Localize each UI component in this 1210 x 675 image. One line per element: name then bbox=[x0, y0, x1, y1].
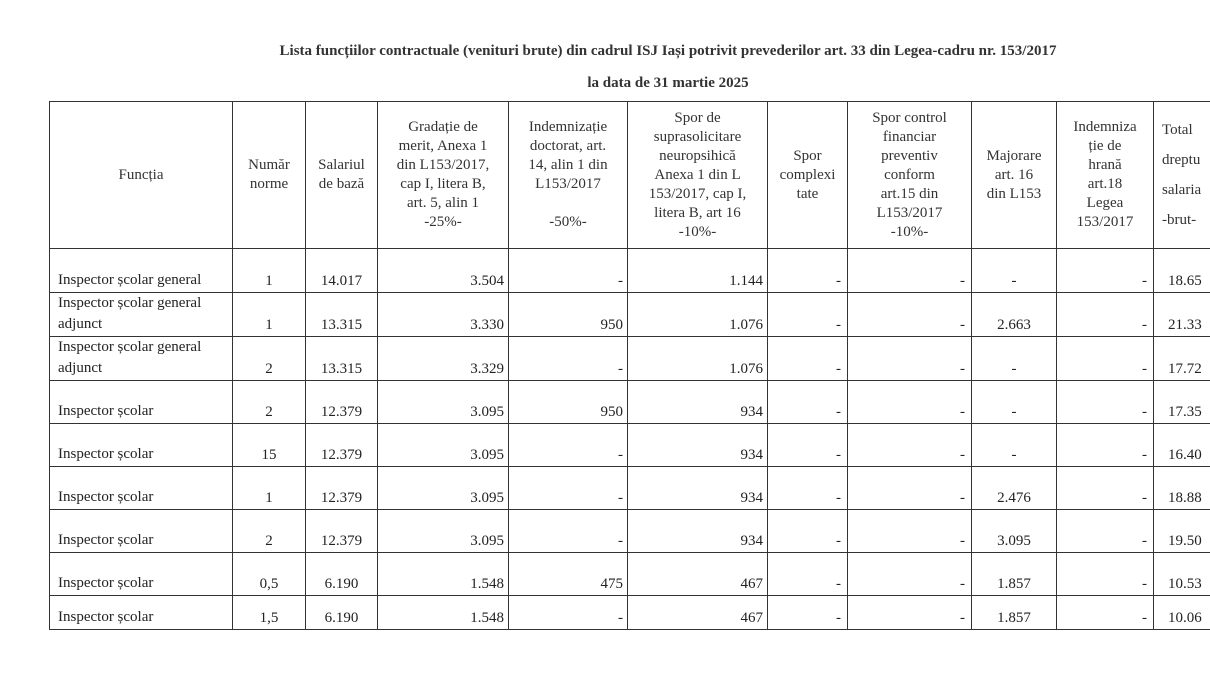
table-header-row bbox=[50, 102, 1210, 249]
cell-salariul-de-baza: 12.379 bbox=[306, 381, 378, 424]
cell-spor-control: - bbox=[848, 381, 972, 424]
cell-spor-suprasolicitare: 1.144 bbox=[628, 249, 768, 293]
cell-total: 16.40 bbox=[1154, 424, 1210, 467]
header-spor-control-financiar: Spor control financiar preventiv conform art.15 din L153/2017 -10%- bbox=[848, 102, 972, 249]
cell-salariul-de-baza: 14.017 bbox=[306, 249, 378, 293]
cell-doctorat: - bbox=[509, 424, 628, 467]
cell-spor-suprasolicitare: 934 bbox=[628, 381, 768, 424]
cell-salariul-de-baza: 12.379 bbox=[306, 510, 378, 553]
cell-gradatie: 3.095 bbox=[378, 424, 509, 467]
header-majorare: Majorare art. 16 din L153 bbox=[972, 102, 1057, 249]
cell-spor-suprasolicitare: 1.076 bbox=[628, 293, 768, 337]
cell-spor-suprasolicitare: 934 bbox=[628, 510, 768, 553]
cell-functia: Inspector școlar bbox=[50, 424, 233, 467]
cell-numar-norme: 15 bbox=[233, 424, 306, 467]
cell-numar-norme: 2 bbox=[233, 510, 306, 553]
cell-majorare: - bbox=[972, 337, 1057, 381]
cell-doctorat: - bbox=[509, 510, 628, 553]
cell-functia: Inspector școlar bbox=[50, 467, 233, 510]
cell-majorare: - bbox=[972, 424, 1057, 467]
header-indemnizatie-hrana: Indemniza ție de hrană art.18 Legea 153/2017 bbox=[1057, 102, 1154, 249]
cell-numar-norme: 1 bbox=[233, 467, 306, 510]
cell-total: 17.72 bbox=[1154, 337, 1210, 381]
table-row bbox=[50, 293, 1210, 337]
cell-gradatie: 1.548 bbox=[378, 596, 509, 630]
cell-functia: Inspector școlar bbox=[50, 596, 233, 630]
cell-gradatie: 1.548 bbox=[378, 553, 509, 596]
cell-doctorat: - bbox=[509, 337, 628, 381]
cell-spor-complexitate: - bbox=[768, 553, 848, 596]
cell-gradatie: 3.504 bbox=[378, 249, 509, 293]
cell-spor-control: - bbox=[848, 337, 972, 381]
cell-total: 17.35 bbox=[1154, 381, 1210, 424]
cell-spor-complexitate: - bbox=[768, 424, 848, 467]
table-row bbox=[50, 467, 1210, 510]
cell-total: 18.65 bbox=[1154, 249, 1210, 293]
table-row bbox=[50, 424, 1210, 467]
cell-hrana: - bbox=[1057, 553, 1154, 596]
cell-spor-complexitate: - bbox=[768, 249, 848, 293]
cell-spor-complexitate: - bbox=[768, 337, 848, 381]
cell-majorare: 1.857 bbox=[972, 596, 1057, 630]
cell-salariul-de-baza: 13.315 bbox=[306, 293, 378, 337]
cell-spor-control: - bbox=[848, 596, 972, 630]
cell-majorare: 1.857 bbox=[972, 553, 1057, 596]
cell-spor-complexitate: - bbox=[768, 293, 848, 337]
table-row bbox=[50, 381, 1210, 424]
cell-spor-suprasolicitare: 934 bbox=[628, 467, 768, 510]
cell-spor-suprasolicitare: 1.076 bbox=[628, 337, 768, 381]
cell-salariul-de-baza: 12.379 bbox=[306, 424, 378, 467]
cell-spor-control: - bbox=[848, 467, 972, 510]
cell-doctorat: - bbox=[509, 467, 628, 510]
document-title: Lista funcțiilor contractuale (venituri brute) din cadrul ISJ Iași potrivit prevederilor art. 33 din Legea-cadru nr. 153/2017 bbox=[279, 43, 1057, 59]
cell-numar-norme: 2 bbox=[233, 337, 306, 381]
header-functia: Funcția bbox=[50, 102, 233, 249]
table-row bbox=[50, 249, 1210, 293]
cell-majorare: 2.476 bbox=[972, 467, 1057, 510]
header-spor-suprasolicitare: Spor de suprasolicitare neuropsihică Anexa 1 din L 153/2017, cap I, litera B, art 16 -10%- bbox=[628, 102, 768, 249]
header-total-drepturi: Total dreptu salaria -brut- bbox=[1154, 102, 1210, 249]
cell-hrana: - bbox=[1057, 424, 1154, 467]
cell-functia: Inspector școlar general adjunct bbox=[50, 337, 233, 381]
cell-spor-control: - bbox=[848, 553, 972, 596]
cell-hrana: - bbox=[1057, 596, 1154, 630]
cell-hrana: - bbox=[1057, 249, 1154, 293]
cell-numar-norme: 0,5 bbox=[233, 553, 306, 596]
cell-hrana: - bbox=[1057, 510, 1154, 553]
cell-doctorat: - bbox=[509, 596, 628, 630]
cell-spor-control: - bbox=[848, 293, 972, 337]
cell-spor-suprasolicitare: 934 bbox=[628, 424, 768, 467]
cell-doctorat: - bbox=[509, 249, 628, 293]
cell-majorare: - bbox=[972, 381, 1057, 424]
table-row bbox=[50, 337, 1210, 381]
cell-spor-control: - bbox=[848, 424, 972, 467]
table-row bbox=[50, 553, 1210, 596]
cell-total: 21.33 bbox=[1154, 293, 1210, 337]
cell-gradatie: 3.329 bbox=[378, 337, 509, 381]
cell-gradatie: 3.095 bbox=[378, 381, 509, 424]
table-body bbox=[50, 249, 1210, 630]
cell-doctorat: 950 bbox=[509, 293, 628, 337]
salary-table bbox=[49, 101, 1210, 630]
cell-doctorat: 475 bbox=[509, 553, 628, 596]
table-row bbox=[50, 596, 1210, 630]
cell-numar-norme: 1,5 bbox=[233, 596, 306, 630]
cell-spor-suprasolicitare: 467 bbox=[628, 553, 768, 596]
cell-hrana: - bbox=[1057, 337, 1154, 381]
header-numar-norme: Număr norme bbox=[233, 102, 306, 249]
cell-numar-norme: 1 bbox=[233, 293, 306, 337]
cell-total: 10.06 bbox=[1154, 596, 1210, 630]
cell-gradatie: 3.095 bbox=[378, 467, 509, 510]
cell-hrana: - bbox=[1057, 381, 1154, 424]
cell-gradatie: 3.095 bbox=[378, 510, 509, 553]
cell-spor-suprasolicitare: 467 bbox=[628, 596, 768, 630]
cell-spor-control: - bbox=[848, 510, 972, 553]
cell-spor-complexitate: - bbox=[768, 381, 848, 424]
cell-majorare: 2.663 bbox=[972, 293, 1057, 337]
cell-salariul-de-baza: 6.190 bbox=[306, 596, 378, 630]
cell-functia: Inspector școlar bbox=[50, 553, 233, 596]
cell-salariul-de-baza: 6.190 bbox=[306, 553, 378, 596]
cell-numar-norme: 1 bbox=[233, 249, 306, 293]
cell-functia: Inspector școlar bbox=[50, 510, 233, 553]
cell-hrana: - bbox=[1057, 293, 1154, 337]
cell-numar-norme: 2 bbox=[233, 381, 306, 424]
cell-spor-complexitate: - bbox=[768, 510, 848, 553]
cell-total: 18.88 bbox=[1154, 467, 1210, 510]
cell-spor-complexitate: - bbox=[768, 467, 848, 510]
header-spor-complexitate: Spor complexi tate bbox=[768, 102, 848, 249]
cell-spor-complexitate: - bbox=[768, 596, 848, 630]
cell-salariul-de-baza: 12.379 bbox=[306, 467, 378, 510]
cell-doctorat: 950 bbox=[509, 381, 628, 424]
cell-total: 10.53 bbox=[1154, 553, 1210, 596]
header-gradatie-merit: Gradație de merit, Anexa 1 din L153/2017, cap I, litera B, art. 5, alin 1 -25%- bbox=[378, 102, 509, 249]
cell-total: 19.50 bbox=[1154, 510, 1210, 553]
cell-hrana: - bbox=[1057, 467, 1154, 510]
document-date-subtitle: la data de 31 martie 2025 bbox=[587, 75, 749, 91]
table-row bbox=[50, 510, 1210, 553]
cell-functia: Inspector școlar general bbox=[50, 249, 233, 293]
cell-majorare: 3.095 bbox=[972, 510, 1057, 553]
cell-functia: Inspector școlar bbox=[50, 381, 233, 424]
cell-functia: Inspector școlar general adjunct bbox=[50, 293, 233, 337]
cell-majorare: - bbox=[972, 249, 1057, 293]
cell-spor-control: - bbox=[848, 249, 972, 293]
cell-gradatie: 3.330 bbox=[378, 293, 509, 337]
header-indemnizatie-doctorat: Indemnizație doctorat, art. 14, alin 1 din L153/2017 -50%- bbox=[509, 102, 628, 249]
cell-salariul-de-baza: 13.315 bbox=[306, 337, 378, 381]
header-salariul-de-baza: Salariul de bază bbox=[306, 102, 378, 249]
